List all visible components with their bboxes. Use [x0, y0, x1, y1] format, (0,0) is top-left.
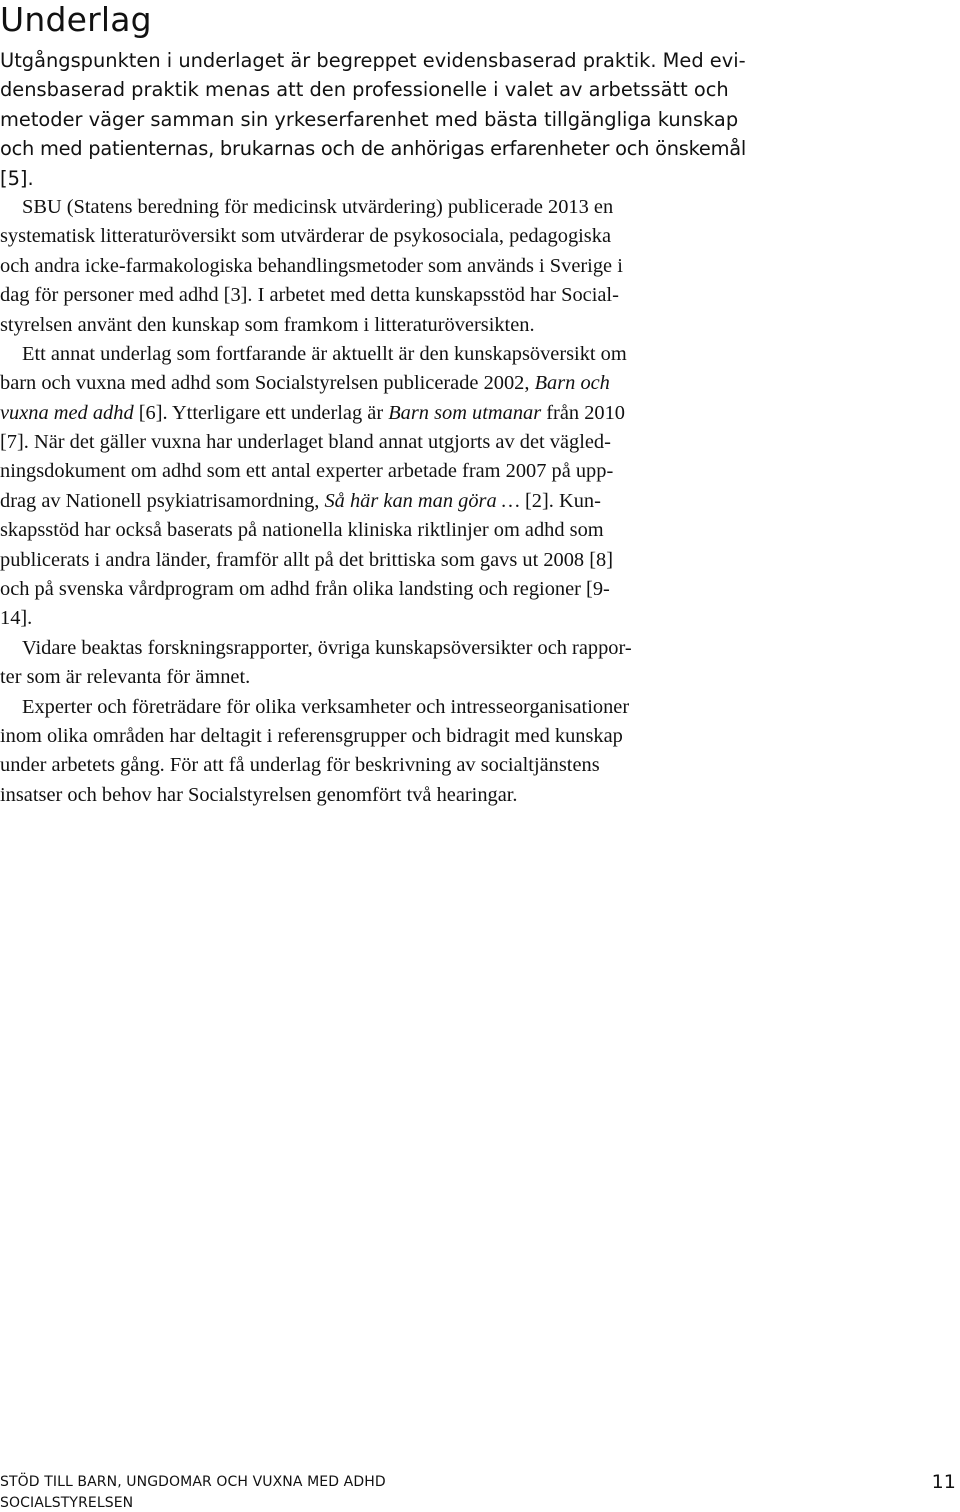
- text-segment: densbaserad praktik menas att den professionelle i valet av arbetssätt och: [0, 78, 729, 102]
- text-segment: publicerats i andra länder, framför allt på det brittiska som gavs ut 2008 [8]: [0, 548, 613, 571]
- text-segment: dag för personer med adhd [3]. I arbetet med detta kunskapsstöd har Social-: [0, 284, 619, 307]
- text-segment: skapsstöd har också baserats på nationella kliniska riktlinjer om adhd som: [0, 519, 604, 542]
- footer-row: [0, 1473, 960, 1491]
- text-segment: SBU (Statens beredning för medicinsk utvärdering) publicerade 2013 en: [22, 195, 614, 218]
- text-segment: från 2010: [541, 401, 625, 424]
- text-segment: och med patienternas, brukarnas och de anhörigas erfarenheter och önskemål: [0, 137, 746, 161]
- paragraph: [0, 193, 780, 340]
- italic-title: Barn som utmanar: [388, 401, 542, 424]
- footer-publisher: SOCIALSTYRELSEN: [0, 1495, 134, 1511]
- body-text: [0, 46, 780, 810]
- text-line: [0, 722, 780, 751]
- page-number: 11: [931, 1471, 956, 1493]
- text-segment: ningsdokument om adhd som ett antal experter arbetade fram 2007 på upp-: [0, 460, 614, 483]
- text-line: [0, 252, 780, 281]
- text-line: [0, 781, 780, 810]
- text-segment: [2]. Kun-: [519, 489, 601, 512]
- text-line: [0, 193, 780, 222]
- text-line: [0, 693, 780, 722]
- text-line: [0, 164, 780, 193]
- paragraph: [0, 340, 780, 634]
- italic-title: vuxna med adhd: [0, 401, 134, 424]
- paragraph: [0, 693, 780, 811]
- text-segment: Ett annat underlag som fortfarande är aktuellt är den kunskapsöversikt om: [22, 342, 627, 365]
- text-segment: 14].: [0, 607, 33, 630]
- text-segment: metoder väger samman sin yrkeserfarenhet med bästa tillgängliga kunskap: [0, 107, 739, 131]
- text-line: [0, 134, 780, 163]
- italic-title: Barn och: [534, 372, 610, 395]
- text-segment: [6]. Ytterligare ett underlag är: [133, 401, 389, 424]
- text-segment: systematisk litteraturöversikt som utvärderar de psykosociala, pedagogiska: [0, 225, 611, 248]
- text-line: [0, 105, 780, 134]
- text-line: [0, 546, 780, 575]
- text-line: [0, 428, 780, 457]
- text-segment: barn och vuxna med adhd som Socialstyrelsen publicerade 2002,: [0, 372, 535, 395]
- text-line: [0, 634, 780, 663]
- text-segment: Vidare beaktas forskningsrapporter, övriga kunskapsöversikter och rappor-: [22, 636, 632, 659]
- text-line: [0, 604, 780, 633]
- paragraph: [0, 46, 780, 193]
- text-line: [0, 399, 780, 428]
- text-line: [0, 75, 780, 104]
- text-segment: ter som är relevanta för ämnet.: [0, 666, 251, 689]
- text-line: [0, 457, 780, 486]
- text-segment: under arbetets gång. För att få underlag för beskrivning av socialtjänstens: [0, 754, 600, 777]
- text-line: [0, 46, 780, 75]
- text-line: [0, 751, 780, 780]
- text-segment: [5].: [0, 166, 34, 190]
- text-segment: Utgångspunkten i underlaget är begreppet evidensbaserad praktik. Med evi-: [0, 49, 746, 72]
- footer-running-title: STÖD TILL BARN, UNGDOMAR OCH VUXNA MED ADHD: [0, 1474, 386, 1490]
- text-line: [0, 369, 780, 398]
- text-line: [0, 575, 780, 604]
- text-segment: [7]. När det gäller vuxna har underlaget bland annat utgjorts av det vägled-: [0, 431, 611, 454]
- text-segment: drag av Nationell psykiatrisamordning,: [0, 489, 325, 512]
- text-segment: och andra icke-farmakologiska behandlingsmetoder som används i Sverige i: [0, 254, 623, 277]
- text-segment: inom olika områden har deltagit i referensgrupper och bidragit med kunskap: [0, 724, 623, 747]
- text-segment: Experter och företrädare för olika verksamheter och intresseorganisationer: [22, 695, 630, 718]
- text-line: [0, 340, 780, 369]
- text-line: [0, 663, 780, 692]
- text-segment: styrelsen använt den kunskap som framkom i litteraturöversikten.: [0, 313, 535, 336]
- text-segment: insatser och behov har Socialstyrelsen genomfört två hearingar.: [0, 783, 518, 806]
- text-line: [0, 516, 780, 545]
- paragraph: [0, 634, 780, 693]
- text-segment: och på svenska vårdprogram om adhd från olika landsting och regioner [9-: [0, 578, 610, 601]
- text-line: [0, 311, 780, 340]
- text-line: [0, 487, 780, 516]
- italic-title: Så här kan man göra …: [324, 489, 520, 512]
- section-heading: Underlag: [0, 0, 152, 39]
- text-line: [0, 222, 780, 251]
- text-line: [0, 281, 780, 310]
- footer-publisher-row: [0, 1494, 960, 1512]
